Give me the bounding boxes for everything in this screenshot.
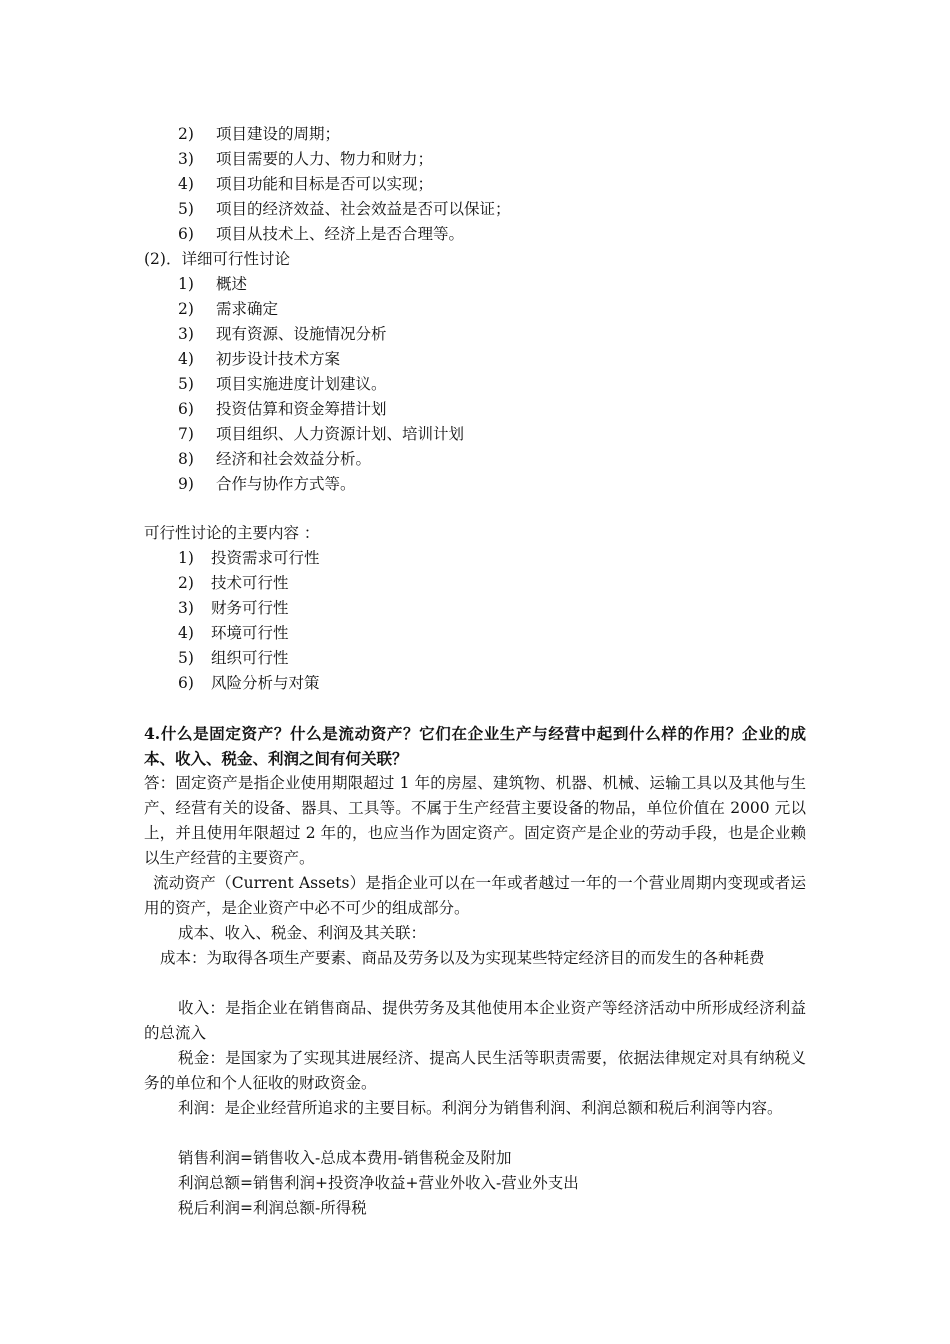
- list-number: 3): [178, 325, 194, 343]
- list-number: 2): [178, 574, 194, 592]
- section2-heading: (2)．详细可行性讨论: [144, 250, 290, 268]
- list-number: 5): [178, 375, 194, 393]
- list-number: 3): [178, 599, 194, 617]
- formula-total-profit: 利润总额=销售利润+投资净收益+营业外收入-营业外支出: [178, 1174, 579, 1192]
- list-text: 需求确定: [216, 300, 279, 318]
- list-number: 4): [178, 624, 194, 642]
- question-4: 4.什么是固定资产？什么是流动资产？它们在企业生产与经营中起到什么样的作用？企业的成本、收入、税金、利润之间有何关联？: [144, 724, 806, 768]
- list-number: 2): [178, 125, 194, 143]
- formula-after-tax-profit: 税后利润=利润总额-所得税: [178, 1199, 367, 1217]
- list-text: 投资需求可行性: [211, 549, 320, 567]
- list-text: 项目需要的人力、物力和财力；: [216, 150, 434, 168]
- list-text: 项目组织、人力资源计划、培训计划: [216, 425, 465, 443]
- list-number: 2): [178, 300, 194, 318]
- list-number: 1): [178, 275, 194, 293]
- relation-heading: 成本、收入、税金、利润及其关联：: [178, 924, 427, 942]
- answer-fixed-assets: 答：固定资产是指企业使用期限超过 1 年的房屋、建筑物、机器、机械、运输工具以及其他与生产、经营有关的设备、器具、工具等。不属于生产经营主要设备的物品，单位价值在 2000 元以上，并且使用年限超过 2 年的，也应当作为固定资产。固定资产是企业的劳动手段，也是企业赖以生产经营的主要资产。: [144, 774, 806, 867]
- list-text: 技术可行性: [211, 574, 289, 592]
- formula-sales-profit: 销售利润=销售收入-总成本费用-销售税金及附加: [178, 1149, 512, 1167]
- list-number: 6): [178, 674, 194, 692]
- definition-profit: 利润：是企业经营所追求的主要目标。利润分为销售利润、利润总额和税后利润等内容。: [178, 1099, 783, 1117]
- list-number: 4): [178, 350, 194, 368]
- list-number: 6): [178, 225, 194, 243]
- list-text: 经济和社会效益分析。: [216, 450, 372, 468]
- list-number: 3): [178, 150, 194, 168]
- list-text: 项目从技术上、经济上是否合理等。: [216, 225, 465, 243]
- list-number: 9): [178, 475, 194, 493]
- list-text: 项目功能和目标是否可以实现；: [216, 175, 434, 193]
- list-text: 环境可行性: [211, 624, 289, 642]
- list-text: 项目实施进度计划建议。: [216, 375, 387, 393]
- list-text: 组织可行性: [211, 649, 289, 667]
- list-number: 8): [178, 450, 194, 468]
- list-text: 项目建设的周期；: [216, 125, 341, 143]
- list-text: 投资估算和资金筹措计划: [216, 400, 387, 418]
- list-text: 项目的经济效益、社会效益是否可以保证；: [216, 200, 511, 218]
- list-text: 概述: [216, 275, 248, 293]
- list-number: 6): [178, 400, 194, 418]
- list-text: 财务可行性: [211, 599, 289, 617]
- list-number: 1): [178, 549, 194, 567]
- feasibility-heading: 可行性讨论的主要内容 ：: [144, 524, 320, 542]
- list-text: 初步设计技术方案: [216, 350, 341, 368]
- list-number: 4): [178, 175, 194, 193]
- list-text: 合作与协作方式等。: [216, 475, 356, 493]
- list-text: 现有资源、设施情况分析: [216, 325, 387, 343]
- list-number: 5): [178, 200, 194, 218]
- list-text: 风险分析与对策: [211, 674, 320, 692]
- definition-income: 收入：是指企业在销售商品、提供劳务及其他使用本企业资产等经济活动中所形成经济利益的总流入: [144, 999, 806, 1042]
- answer-current-assets: 流动资产（Current Assets）是指企业可以在一年或者越过一年的一个营业周期内变现或者运用的资产，是企业资产中必不可少的组成部分。: [144, 874, 806, 917]
- list-number: 5): [178, 649, 194, 667]
- definition-cost: 成本：为取得各项生产要素、商品及劳务以及为实现某些特定经济目的而发生的各种耗费: [160, 949, 765, 967]
- list-number: 7): [178, 425, 194, 443]
- definition-tax: 税金：是国家为了实现其进展经济、提高人民生活等职责需要，依据法律规定对具有纳税义务的单位和个人征收的财政资金。: [144, 1049, 806, 1092]
